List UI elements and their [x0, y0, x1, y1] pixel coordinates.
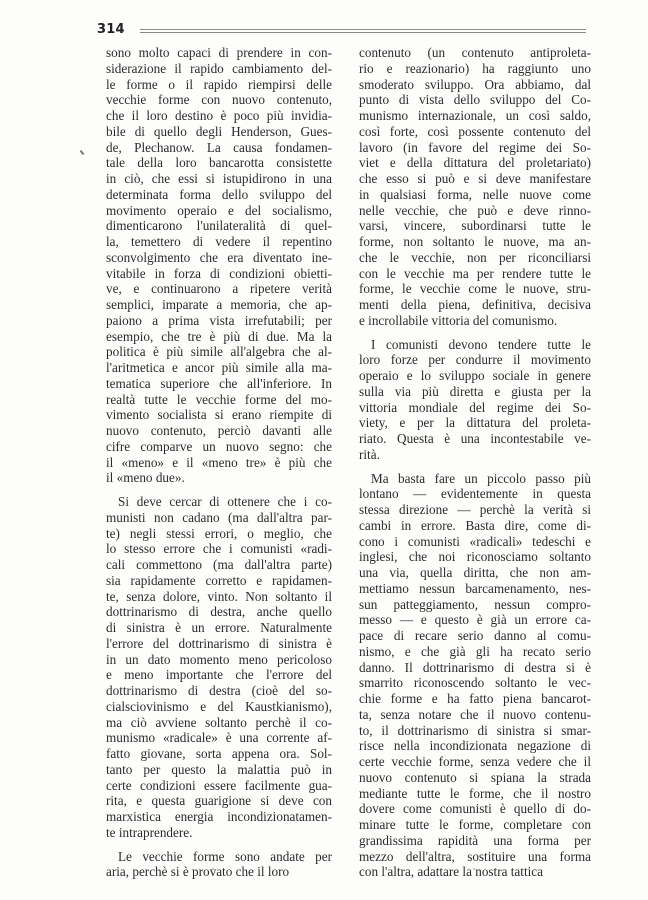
text-line: munismo «radicale» è una corrente af- — [106, 730, 332, 746]
text-line: bile di quello degli Henderson, Gues- — [106, 123, 332, 139]
text-line: determinata forma dello sviluppo del — [106, 186, 332, 202]
text-line: che il loro destino è poco più invidia- — [106, 108, 332, 123]
text-line: te, senza dolore, vinto. Non soltanto il — [106, 588, 332, 604]
text-line: danno. Il dottrinarismo di destra si è — [359, 659, 591, 675]
page-number: 314 — [97, 22, 125, 37]
text-line: I comunisti devono tendere tutte le — [371, 336, 591, 352]
text-line: Si deve cercar di ottenere che i co- — [118, 494, 332, 509]
text-line: grandissima rapidità una forma per — [359, 832, 591, 848]
text-line: l'errore del dottrinarismo di sinistra è — [106, 635, 332, 651]
text-line: forme, non soltanto le nuove, ma an- — [359, 234, 591, 249]
text-line: dottrinarismo di destra (cioè del so- — [106, 683, 332, 698]
text-line: con le vecchie ma per rendere tutte le — [359, 265, 591, 281]
text-line: esempio, che tre è più di due. Ma la — [106, 328, 332, 344]
text-line: ta, senza notare che il nuovo contenu- — [359, 706, 591, 722]
text-line: aria, perchè si è provato che il loro — [106, 864, 290, 880]
text-line: nelle vecchie, che può e deve rinno- — [359, 202, 591, 218]
text-line: dottrinarismo di destra, anche quello — [106, 604, 332, 620]
text-line: lavoro (in favore del regime dei So- — [359, 139, 591, 155]
text-line: munismo internazionale, un così saldo, — [359, 108, 591, 123]
text-line: rita, e questa guarigione si deve con — [106, 793, 332, 809]
text-line: la, temettero di vedere il repentino — [106, 234, 332, 249]
text-line: viety, e per la dittatura del proleta- — [359, 415, 591, 431]
text-line: il «meno due». — [106, 470, 185, 486]
text-line: nuovo contenuto, perciò davanti alle — [106, 423, 332, 438]
text-line: cifre comparve un nuovo segno: che — [106, 438, 332, 454]
text-line: che esso si può e si deve manifestare — [359, 171, 591, 186]
text-line: vittoria mondiale del regime dei So- — [359, 399, 591, 415]
text-line: inglesi, che noi riconosciamo soltanto — [359, 549, 591, 565]
text-line: messo — e questo è già un errore ca- — [359, 612, 591, 628]
text-line: dimenticarono l'unilateralità di quel- — [106, 218, 332, 234]
text-line: te intraprendere. — [106, 824, 193, 840]
text-line: riato. Questa è una incontestabile ve- — [359, 431, 591, 446]
paragraph — [359, 337, 591, 463]
text-line: una via, quella diritta, che non am- — [359, 565, 591, 580]
text-line: cialsciovinismo e del Kaustkianismo), — [106, 698, 332, 714]
text-line: ve, e continuarono a ripetere verità — [106, 281, 332, 297]
text-line: semplici, imparate a memoria, che ap- — [106, 297, 332, 312]
text-line: operaio e lo sviluppo sociale in genere — [359, 368, 591, 383]
text-line: sconvolgimento che era diventato ine- — [106, 249, 332, 265]
text-line: paiono a prima vista irrefutabili; per — [106, 312, 332, 328]
left-column — [106, 45, 332, 880]
text-line: rità. — [359, 446, 380, 462]
right-column — [359, 45, 591, 880]
text-line: chie forme e ha fatto piena bancarot- — [359, 691, 591, 706]
header-double-rule — [140, 29, 586, 33]
text-line: con l'altra, adattare la nostra tattica — [359, 864, 543, 880]
text-line: mezzo dell'altra, sostituire una forma — [359, 848, 591, 864]
text-line: contenuto (un contenuto antiproleta- — [359, 45, 591, 60]
text-line: così forte, così possente contenuto del — [359, 123, 591, 139]
text-line: l'aritmetica e ancor più simile alla ma- — [106, 360, 332, 375]
text-line: sono molto capaci di prendere in con- — [106, 45, 332, 60]
text-line: nuovo contenuto si spiana la strada — [359, 769, 591, 785]
text-line: forme, le vecchie come le nuove, stru- — [359, 281, 591, 297]
text-line: realtà tutte le vecchie forme del mo- — [106, 391, 332, 407]
text-line: to, il dottrinarismo di sinistra si smar- — [359, 722, 591, 738]
text-line: di sinistra è un errore. Naturalmente — [106, 620, 332, 635]
paragraph — [106, 849, 332, 881]
text-line: ma ciò avviene soltanto perchè il co- — [106, 714, 332, 730]
text-line: mettiamo nessun barcamenamento, nes- — [359, 580, 591, 596]
paragraph-gap — [359, 329, 591, 337]
paragraph — [359, 471, 591, 881]
text-line: certe condizioni essere facilmente gua- — [106, 777, 332, 793]
text-line: stessa direzione — perchè la verità si — [359, 502, 591, 517]
text-line: dovere come comunisti è quello di do- — [359, 801, 591, 817]
margin-pencil-mark — [80, 150, 85, 155]
text-line: cali commettono (ma dall'altra parte) — [106, 557, 332, 572]
text-line: pace di recare serio danno al comu- — [359, 628, 591, 643]
text-line: smoderato sviluppo. Ora abbiamo, dal — [359, 76, 591, 92]
text-line: mediante tutte le forme, che il nostro — [359, 785, 591, 801]
text-line: Ma basta fare un piccolo passo più — [371, 470, 591, 486]
text-line: munisti non cadano (ma dall'altra par- — [106, 509, 332, 525]
text-line: rio e reazionario) ha raggiunto uno — [359, 60, 591, 76]
text-line: marxistica energia incondizionatamen- — [106, 809, 332, 824]
text-line: menti della piena, definitiva, decisiva — [359, 297, 591, 312]
text-line: movimento operaio e del socialismo, — [106, 202, 332, 218]
text-line: minare tutte le forme, completare con — [359, 817, 591, 832]
text-line: siderazione il rapido cambiamento del- — [106, 60, 332, 76]
text-line: le forme o il rapido riempirsi delle — [106, 76, 332, 92]
text-line: cono i comunisti «radicali» tedeschi e — [359, 533, 591, 549]
text-line: certe vecchie forme, senza vedere che il — [359, 754, 591, 769]
text-line: te) negli stessi errori, o meglio, che — [106, 525, 332, 541]
text-line: tematica superiore che all'inferiore. In — [106, 375, 332, 391]
text-line: nismo, e che già gli ha recato serio — [359, 643, 591, 659]
text-line: e meno importante che l'errore del — [106, 667, 332, 683]
text-line: loro forze per condurre il movimento — [359, 352, 591, 368]
text-line: Le vecchie forme sono andate per — [118, 848, 332, 864]
text-line: lontano — evidentemente in questa — [359, 486, 591, 502]
text-line: de, Plechanow. La causa fondamen- — [106, 139, 332, 155]
paragraph-gap — [106, 841, 332, 849]
paragraph — [359, 45, 591, 329]
text-line: sulla via più diretta e giusta per la — [359, 383, 591, 399]
text-line: fatto giovane, sorta appena ora. Sol- — [106, 746, 332, 761]
text-line: in un dato momento meno pericoloso — [106, 651, 332, 667]
paragraph — [106, 494, 332, 841]
paragraph — [106, 45, 332, 486]
text-line: risce nella incondizionata negazione di — [359, 738, 591, 754]
text-line: varsi, vincere, subordinarsi tutte le — [359, 218, 591, 234]
text-line: tale della loro bancarotta consistette — [106, 155, 332, 171]
text-line: sun patteggiamento, nessun compro- — [359, 596, 591, 612]
text-line: viet e della dittatura del proletariato) — [359, 155, 591, 171]
text-line: sia rapidamente corretto e rapidamen- — [106, 572, 332, 588]
text-line: vecchie forme con nuovo contenuto, — [106, 92, 332, 108]
text-line: che le vecchie, non per riconciliarsi — [359, 249, 591, 265]
text-line: punto di vista dello sviluppo del Co- — [359, 92, 591, 108]
text-line: vitabile in forza di condizioni obietti- — [106, 265, 332, 281]
paragraph-gap — [359, 463, 591, 471]
paragraph-gap — [106, 486, 332, 494]
text-line: smarrito riconoscendo soltanto le vec- — [359, 675, 591, 691]
text-line: in qualsiasi forma, nelle nuove come — [359, 186, 591, 202]
text-line: politica è più simile all'algebra che al- — [106, 344, 332, 360]
text-line: cambi in errore. Basta dire, come di- — [359, 517, 591, 533]
text-line: in ciò, che essi si istupidirono in una — [106, 171, 332, 186]
text-line: vimento socialista si erano riempite di — [106, 407, 332, 423]
text-line: il «meno» e il «meno tre» è più che — [106, 454, 332, 470]
text-line: e incrollabile vittoria del comunismo. — [359, 312, 558, 328]
text-line: lo stesso errore che i comunisti «radi- — [106, 541, 332, 557]
text-line: tanto per questo la malattia può in — [106, 761, 332, 777]
